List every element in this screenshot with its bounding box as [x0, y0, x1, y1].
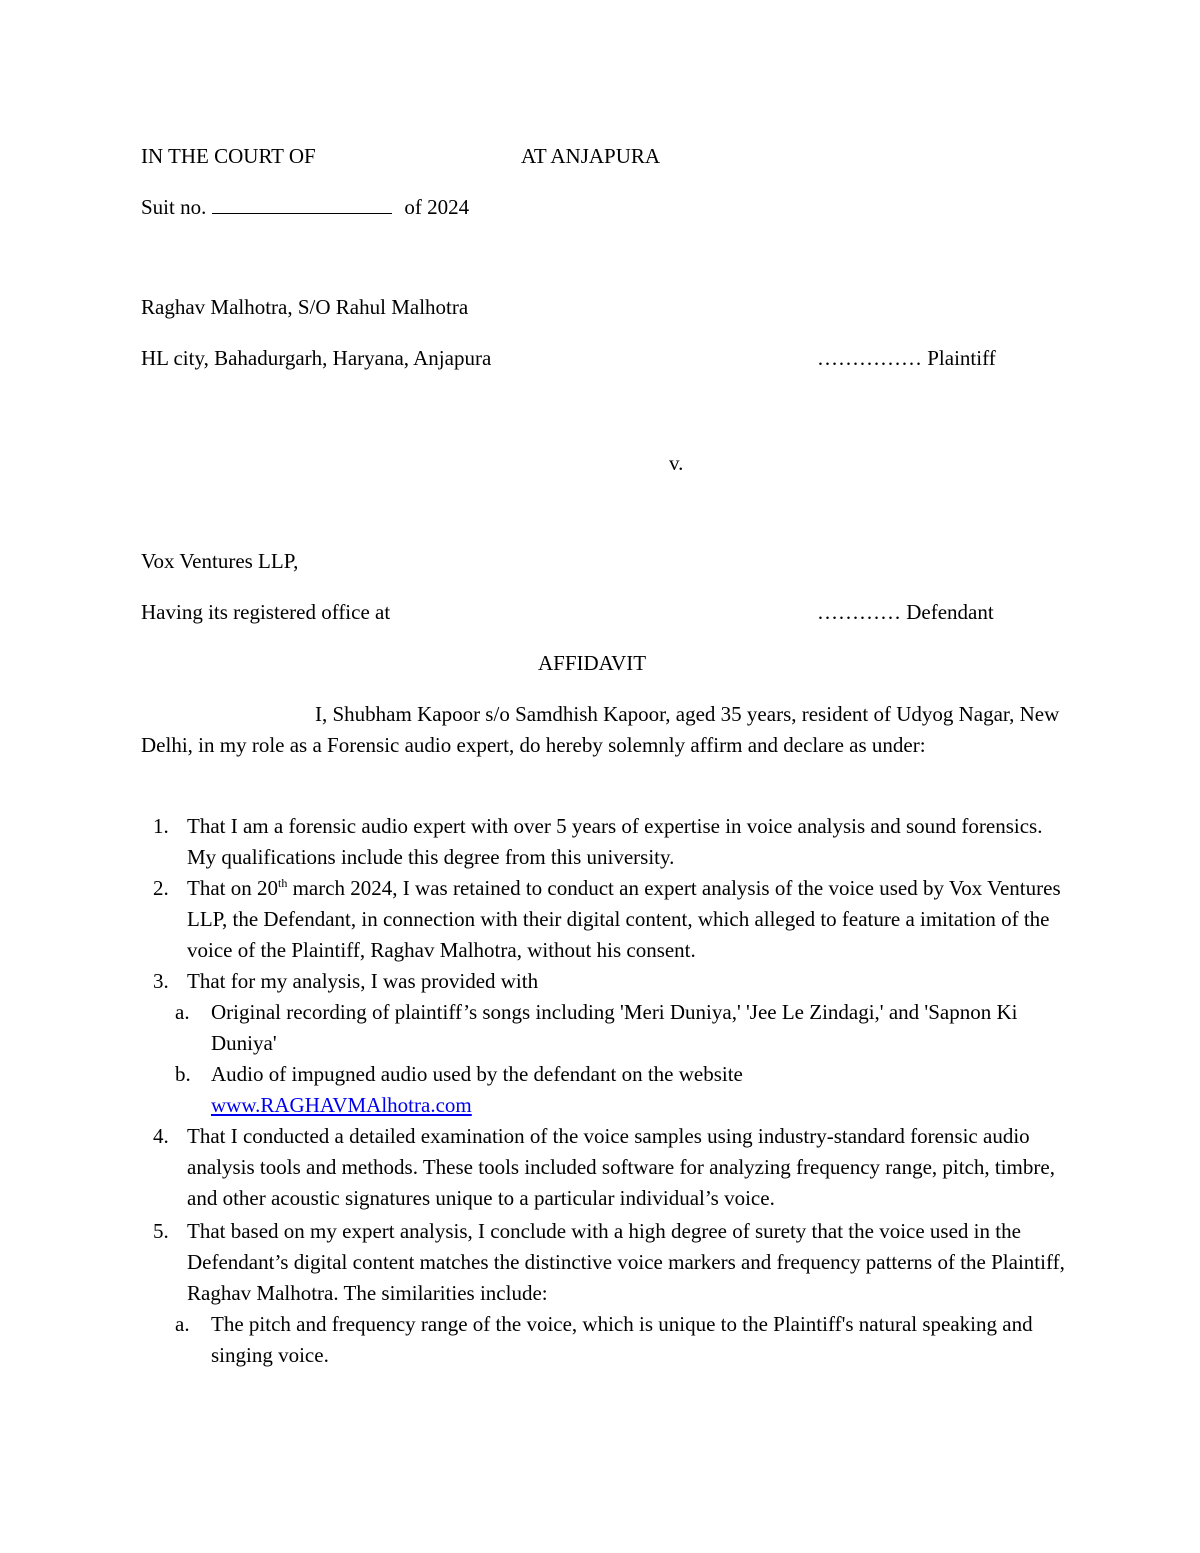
suit-number-blank: [212, 193, 392, 214]
defendant-name: Vox Ventures LLP,: [141, 549, 299, 573]
sub-list-item: a. Original recording of plaintiff’s songs including 'Meri Duniya,' 'Jee Le Zindagi,' and 'Sapnon Ki Duniya': [175, 1000, 1018, 1055]
intro-text: I, Shubham Kapoor s/o Samdhish Kapoor, aged 35 years, resident of Udyog Nagar, New Delhi, in my role as a Forensic audio expert, do hereby solemnly affirm and declare as under:: [141, 702, 1060, 757]
affidavit-list: [141, 811, 1071, 1371]
court-prefix: IN THE COURT OF: [141, 144, 316, 168]
defendant-role: ………… Defendant: [817, 600, 994, 624]
intro-paragraph: [141, 699, 1061, 761]
suit-label: Suit no.: [141, 195, 207, 219]
document-title: AFFIDAVIT: [538, 651, 647, 675]
sub-list-item: b. Audio of impugned audio used by the defendant on the website www.RAGHAVMAlhotra.com: [175, 1062, 743, 1117]
list-item: 1. That I am a forensic audio expert with over 5 years of expertise in voice analysis and sound forensics. My qualifications include this degree from this university.: [153, 814, 1043, 869]
court-heading: [141, 141, 316, 172]
versus: v.: [669, 451, 684, 475]
sub-list-item: a. The pitch and frequency range of the voice, which is unique to the Plaintiff's natural speaking and singing voice.: [175, 1312, 1033, 1367]
suit-year: of 2024: [404, 195, 470, 219]
plaintiff-address: HL city, Bahadurgarh, Haryana, Anjapura: [141, 346, 492, 370]
plaintiff-name: Raghav Malhotra, S/O Rahul Malhotra: [141, 295, 469, 319]
list-item: 4. That I conducted a detailed examination of the voice samples using industry-standard forensic audio analysis tools and methods. These tools included software for analyzing frequency range, pitch, timbre, and other acoustic signatures unique to a particular individual’s voice.: [153, 1124, 1055, 1210]
website-link[interactable]: www.RAGHAVMAlhotra.com: [211, 1093, 472, 1117]
court-place: AT ANJAPURA: [521, 144, 661, 168]
list-item: 5. That based on my expert analysis, I conclude with a high degree of surety that the voice used in the Defendant’s digital content matches the distinctive voice markers and frequency patterns of the Plaintiff, Raghav Malhotra. The similarities include:: [153, 1219, 1065, 1305]
plaintiff-role: …………… Plaintiff: [817, 346, 996, 370]
list-item: 2. That on 20th march 2024, I was retained to conduct an expert analysis of the voice used by Vox Ventures LLP, the Defendant, in connection with their digital content, which alleged to feature a imitation of the voice of the Plaintiff, Raghav Malhotra, without his consent.: [153, 876, 1061, 962]
suit-number-line: [141, 192, 469, 223]
defendant-address: Having its registered office at: [141, 600, 391, 624]
list-item: 3. That for my analysis, I was provided with: [153, 969, 539, 993]
